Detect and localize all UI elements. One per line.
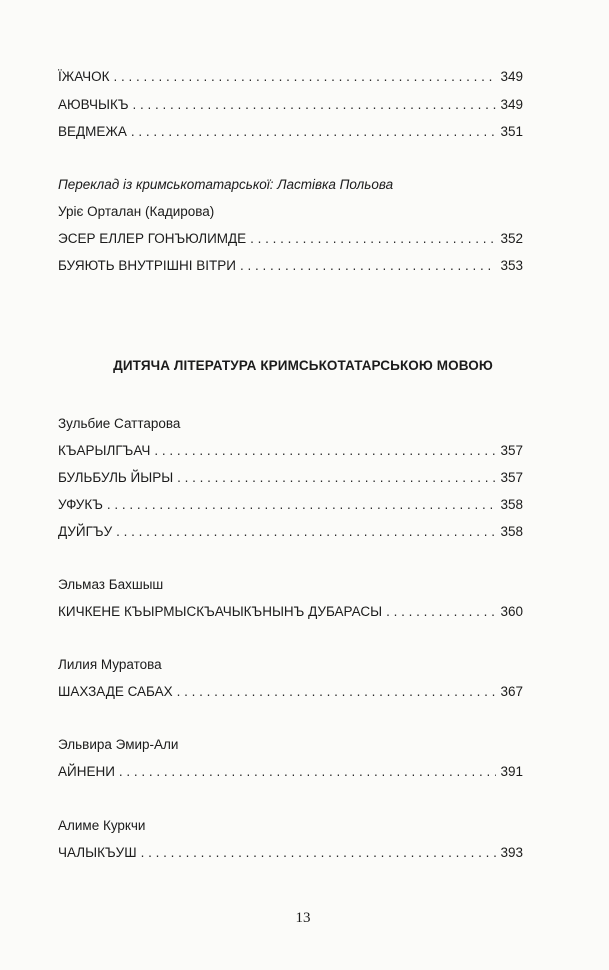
toc-entry-page: 352 xyxy=(500,231,523,246)
toc-entry-page: 353 xyxy=(500,258,523,273)
toc-entry-page: 357 xyxy=(500,470,523,485)
toc-entry-title: ШАХЗАДЕ САБАХ xyxy=(58,684,173,699)
dot-leader xyxy=(133,96,497,114)
toc-entry xyxy=(58,123,523,141)
toc-entry xyxy=(58,230,523,248)
toc-entry-title: ЇЖАЧОК xyxy=(58,69,110,84)
toc-entry xyxy=(58,442,523,460)
toc-entry-title: ЧАЛЫКЪУШ xyxy=(58,845,137,860)
table-of-contents-page xyxy=(58,0,523,970)
toc-entry-page: 349 xyxy=(500,69,523,84)
toc-entry xyxy=(58,469,523,487)
toc-entry-title: КИЧКЕНЕ КЪЫРМЫСКЪАЧЫКЪНЫНЪ ДУБАРАСЫ xyxy=(58,604,383,619)
toc-entry xyxy=(58,496,523,514)
toc-entry xyxy=(58,523,523,541)
toc-entry-page: 357 xyxy=(500,443,523,458)
toc-entry xyxy=(58,603,523,621)
toc-entry-page: 393 xyxy=(500,845,523,860)
toc-entry-title: ДУЙГЪУ xyxy=(58,524,113,539)
toc-entry-title: БУЯЮТЬ ВНУТРІШНІ ВІТРИ xyxy=(58,258,236,273)
dot-leader xyxy=(177,683,497,701)
toc-entry xyxy=(58,68,523,86)
dot-leader xyxy=(177,469,496,487)
section-heading: ДИТЯЧА ЛІТЕРАТУРА КРИМСЬКОТАТАРСЬКОЮ МОВОЮ xyxy=(113,358,493,373)
author-name: Урiє Орталан (Кадирова) xyxy=(58,204,215,219)
page-number: 13 xyxy=(295,910,311,926)
toc-entry-title: БУЛЬБУЛЬ ЙЫРЫ xyxy=(58,470,174,485)
dot-leader xyxy=(119,763,497,781)
toc-entry-title: АЙНЕНИ xyxy=(58,764,115,779)
toc-entry xyxy=(58,96,523,114)
author-name: Зульбие Саттарова xyxy=(58,416,181,431)
toc-entry-page: 358 xyxy=(500,524,523,539)
author-name: Алиме Куркчи xyxy=(58,818,146,833)
toc-entry-page: 360 xyxy=(500,604,523,619)
translator-note: Переклад із кримськотатарської: Ластівка Польова xyxy=(58,177,394,192)
dot-leader xyxy=(114,68,497,86)
toc-entry-page: 351 xyxy=(500,124,523,139)
toc-entry-title: КЪАРЫЛГЪАЧ xyxy=(58,443,151,458)
author-name: Эльвира Эмир-Али xyxy=(58,737,179,752)
author-name: Эльмаз Бахшыш xyxy=(58,577,164,592)
dot-leader xyxy=(250,230,496,248)
dot-leader xyxy=(107,496,497,514)
toc-entry-page: 391 xyxy=(500,764,523,779)
toc-entry-page: 358 xyxy=(500,497,523,512)
toc-entry-page: 349 xyxy=(500,97,523,112)
dot-leader xyxy=(141,844,497,862)
toc-entry-title: ЭСЕР ЕЛЛЕР ГОНЪЮЛИМДЕ xyxy=(58,231,247,246)
dot-leader xyxy=(240,257,496,275)
toc-entry xyxy=(58,763,523,781)
dot-leader xyxy=(386,603,496,621)
dot-leader xyxy=(116,523,496,541)
author-name: Лилия Муратова xyxy=(58,657,162,672)
toc-entry xyxy=(58,844,523,862)
toc-entry-title: УФУКЪ xyxy=(58,497,103,512)
dot-leader xyxy=(131,123,497,141)
toc-entry-title: ВЕДМЕЖА xyxy=(58,124,127,139)
toc-entry xyxy=(58,683,523,701)
toc-entry-title: АЮВЧЫКЪ xyxy=(58,97,129,112)
dot-leader xyxy=(154,442,496,460)
toc-entry-page: 367 xyxy=(500,684,523,699)
toc-entry xyxy=(58,257,523,275)
